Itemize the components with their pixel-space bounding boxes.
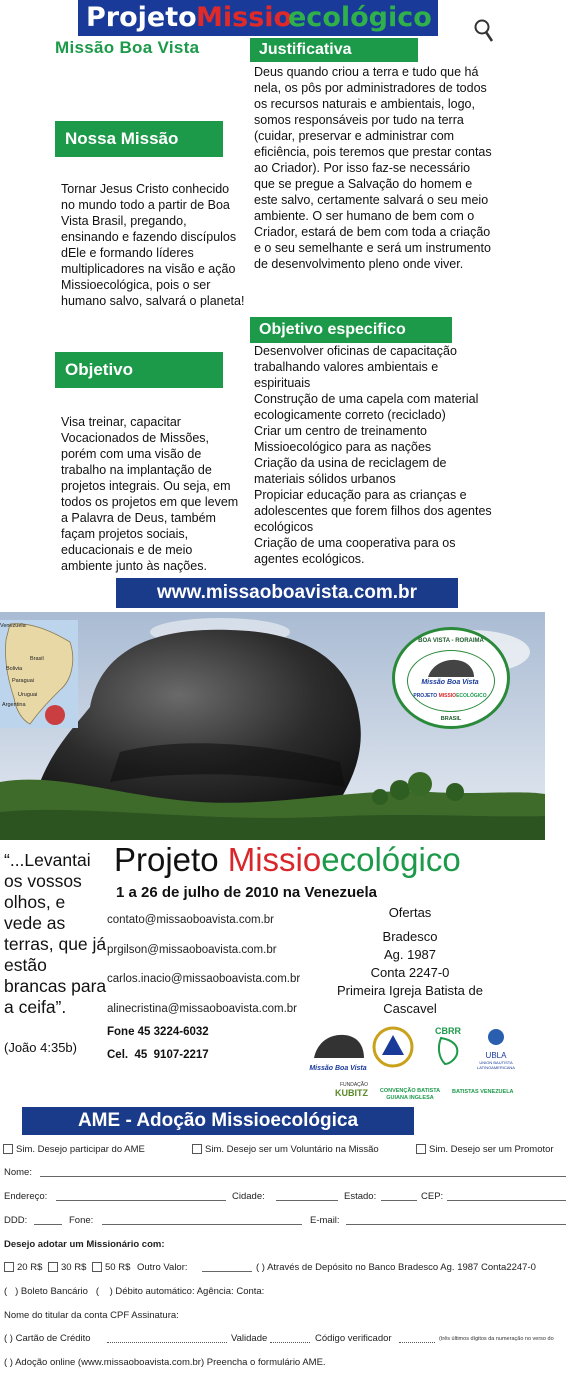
event-title-b: Missio <box>227 841 322 878</box>
email-field[interactable] <box>346 1224 566 1225</box>
seal-sub-a: PROJETO <box>413 693 439 699</box>
email-link[interactable]: contato@missaoboavista.com.br <box>107 914 274 926</box>
seal-inner <box>407 650 495 712</box>
objetivo-especifico-header: Objetivo especifico <box>250 317 452 343</box>
globe-icon <box>487 1028 505 1046</box>
nossa-missao-header: Nossa Missão <box>55 121 223 157</box>
ofertas-account: Conta 2247-0 <box>370 965 450 980</box>
valor-30: 30 R$ <box>61 1262 87 1273</box>
opt-voluntario[interactable] <box>192 1144 379 1155</box>
validade-field[interactable] <box>270 1342 310 1343</box>
map-label: Uruguai <box>18 692 38 698</box>
map-label: Brasil <box>30 656 44 662</box>
valor-options <box>4 1262 188 1273</box>
title-part1: Projeto <box>86 2 197 33</box>
checkbox[interactable] <box>3 1144 13 1154</box>
titular-label: Nome do titular da conta CPF Assinatura: <box>4 1310 179 1321</box>
map-label: Argentina <box>2 702 26 708</box>
cidade-field[interactable] <box>276 1200 338 1201</box>
list-item: Construção de uma capela com material ecologicamente correto (reciclado) <box>254 392 479 422</box>
estado-field[interactable] <box>381 1200 417 1201</box>
bible-quote: “...Levantai os vossos olhos, e vede as terras, que já estão brancas para a ceifa”. <box>4 850 107 1017</box>
list-item: Criação de uma cooperativa para os agentes ecológicos. <box>254 536 456 566</box>
ofertas-bank: Bradesco <box>382 929 438 944</box>
checkbox[interactable] <box>4 1262 14 1272</box>
email-label: E-mail: <box>310 1215 340 1226</box>
mbv-logo <box>308 1030 368 1074</box>
map-label: Bolivia <box>6 666 23 672</box>
event-title-a: Projeto <box>114 841 228 878</box>
boleto-debito-option[interactable]: ( ) Boleto Bancário ( ) Débito automático: Agência: Conta: <box>4 1286 265 1297</box>
codigo-label: Código verificador <box>315 1333 392 1344</box>
ame-form-header: AME - Adoção Missioecológica <box>22 1107 414 1135</box>
website-url[interactable]: www.missaoboavista.com.br <box>116 578 458 608</box>
event-title <box>114 840 461 880</box>
seal-sub-b: MISSIO <box>438 693 457 699</box>
cidade-label: Cidade: <box>232 1191 265 1202</box>
rock-logo-icon <box>308 1030 368 1060</box>
kubitz-logo <box>312 1082 368 1098</box>
fone-label: Fone: <box>69 1215 94 1226</box>
ofertas-block <box>310 904 510 1018</box>
checkbox[interactable] <box>192 1144 202 1154</box>
map-label: Paraguai <box>12 678 35 684</box>
event-date: 1 a 26 de julho de 2010 na Venezuela <box>116 884 377 901</box>
missao-seal-logo <box>392 627 510 729</box>
opt-promotor-label: Sim. Desejo ser um Promotor <box>429 1144 554 1155</box>
cbgi-text-a: CONVENÇÃO BATISTA <box>379 1088 441 1094</box>
seal-name: Missão Boa Vista <box>421 679 479 686</box>
endereco-label: Endereço: <box>4 1191 48 1202</box>
cbrr-text: CBRR <box>435 1026 461 1036</box>
justificativa-text: Deus quando criou a terra e tudo que há nela, os pôs por administradores de todos os recursos naturais e ambientais, logo, somos responsáveis por tudo na terra (cuidar, preservar e administrar com eficiência, pois teremos que prestar contas ao Criador). Por isso faz-se necessário que se pregue a Salvação do homem e este salvo, certamente salvará o seu meio ambiente. O ser humano de bem com o Criador, estará de bem com toda a criação e o seu semelhante e será um instrumento de desenvolvimento pleno onde viver. <box>254 65 492 271</box>
estado-label: Estado: <box>344 1191 377 1202</box>
map-label: Venezuela <box>0 623 26 629</box>
event-title-c: ecológico <box>321 841 461 878</box>
seal-sub-c: ECOLÓGICO <box>456 693 487 699</box>
objetivo-especifico-list <box>254 343 494 567</box>
seal-top-text: BOA VISTA - RORAIMA <box>418 638 484 644</box>
list-item: Criar um centro de treinamento Missioecológico para as nações <box>254 424 432 454</box>
valor-20: 20 R$ <box>17 1262 43 1273</box>
checkbox[interactable] <box>48 1262 58 1272</box>
justificativa-header: Justificativa <box>250 38 418 62</box>
email-link[interactable]: alinecristina@missaoboavista.com.br <box>107 1002 297 1015</box>
codigo-note: (três últimos dígitos da numeração no verso do <box>439 1336 554 1342</box>
cep-field[interactable] <box>447 1200 566 1201</box>
opt-participar[interactable] <box>3 1144 145 1155</box>
subtitle: Missão Boa Vista <box>55 38 200 57</box>
seal-sub <box>408 693 492 699</box>
validade-label: Validade <box>231 1333 268 1344</box>
checkbox[interactable] <box>92 1262 102 1272</box>
cartao-field[interactable] <box>107 1342 227 1343</box>
codigo-field[interactable] <box>399 1342 435 1343</box>
batistas-venezuela-logo: BATISTAS VENEZUELA <box>452 1089 514 1095</box>
fone-field[interactable] <box>102 1224 302 1225</box>
seal-bottom-text: BRASIL <box>440 716 462 722</box>
cbgi-text-b: GUIANA INGLESA <box>386 1095 434 1101</box>
nome-label: Nome: <box>4 1167 32 1178</box>
ubla-subtext: UNION BAUTISTA LATINOAMERICANA <box>477 1060 515 1070</box>
ddd-field[interactable] <box>34 1224 62 1225</box>
email-link[interactable]: carlos.inacio@missaoboavista.com.br <box>107 973 301 985</box>
ofertas-agency: Ag. 1987 <box>383 947 437 962</box>
mbv-logo-text: Missão Boa Vista <box>309 1065 367 1072</box>
search-icon[interactable] <box>473 18 495 44</box>
kubitz-text-b: KUBITZ <box>335 1088 368 1098</box>
checkbox[interactable] <box>416 1144 426 1154</box>
endereco-field[interactable] <box>56 1200 226 1201</box>
ddd-label: DDD: <box>4 1215 28 1226</box>
outro-valor-label: Outro Valor: <box>137 1262 188 1273</box>
cbgi-logo <box>374 1088 446 1102</box>
bible-quote-ref: (João 4:35b) <box>4 1040 77 1055</box>
opt-participar-label: Sim. Desejo participar do AME <box>16 1144 145 1155</box>
deposito-option[interactable]: ( ) Através de Depósito no Banco Bradesco Ag. 1987 Conta2247-0 <box>256 1262 536 1273</box>
list-item: Criação da usina de reciclagem de materiais sólidos urbanos <box>254 456 447 486</box>
email-link[interactable]: prgilson@missaoboavista.com.br <box>107 943 277 956</box>
email-list <box>107 906 300 1024</box>
opt-voluntario-label: Sim. Desejo ser um Voluntário na Missão <box>205 1144 379 1155</box>
ubla-text: UBLA <box>485 1051 507 1060</box>
list-item: Desenvolver oficinas de capacitação trabalhando valores ambientais e espirituais <box>254 344 457 390</box>
opt-promotor[interactable] <box>416 1144 554 1155</box>
objetivo-text: Visa treinar, capacitar Vocacionados de Missões, porém com uma visão de trabalho na implantação de projetos integrais. Ou seja, em todos os projetos em que levem a Palavra de Deus, também façam projetos sociais, educacionais e de meio ambiente junto às nações. <box>61 415 239 573</box>
kubitz-text-a: FUNDAÇÃO <box>339 1082 368 1088</box>
outro-valor-field[interactable] <box>202 1271 252 1272</box>
convention-emblem-icon <box>372 1025 414 1069</box>
ofertas-church: Primeira Igreja Batista de Cascavel <box>337 983 483 1016</box>
cell-number: Cel. 45 9107-2217 <box>107 1049 209 1061</box>
rock-logo-icon <box>426 657 476 679</box>
title-part2: Missio <box>196 2 293 33</box>
cbrr-map-icon <box>433 1036 463 1066</box>
map-shape <box>0 620 78 728</box>
valor-50: 50 R$ <box>105 1262 131 1273</box>
cbrr-logo <box>428 1026 468 1071</box>
title-banner <box>78 0 438 36</box>
list-item: Propiciar educação para as crianças e adolescentes que forem filhos dos agentes ecológicos <box>254 488 492 534</box>
phone-number: Fone 45 3224-6032 <box>107 1026 209 1038</box>
nome-field[interactable] <box>40 1176 566 1177</box>
adocao-online-option[interactable]: ( ) Adoção online (www.missaoboavista.com.br) Preencha o formulário AME. <box>4 1357 326 1368</box>
nossa-missao-text: Tornar Jesus Cristo conhecido no mundo todo a partir de Boa Vista Brasil, pregando, ensinando e fazendo discípulos dEle e formando líderes multiplicadores na visão e ação Missioecológica, pois o ser humano salvo, salvará o planeta! <box>61 182 245 308</box>
south-america-map <box>0 620 78 728</box>
cep-label: CEP: <box>421 1191 444 1202</box>
objetivo-header: Objetivo <box>55 352 223 388</box>
adotar-label: Desejo adotar um Missionário com: <box>4 1239 165 1250</box>
ofertas-title: Ofertas <box>388 905 432 920</box>
ubla-logo <box>474 1028 518 1070</box>
title-part3: ecológico <box>288 2 432 33</box>
cartao-label[interactable]: ( ) Cartão de Crédito <box>4 1333 91 1344</box>
